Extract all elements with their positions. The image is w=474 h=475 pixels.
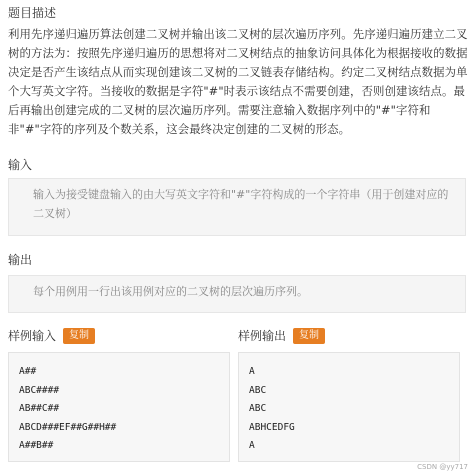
output-description: 每个用例用一行出该用例对应的二叉树的层次遍历序列。: [8, 275, 466, 313]
watermark: CSDN @yy717: [417, 463, 468, 471]
sample-output-line: ABHCEDFG: [249, 421, 295, 433]
output-title: 输出: [8, 253, 33, 267]
sample-input-line: A##: [19, 366, 37, 377]
copy-sample-output-button[interactable]: 复制: [293, 328, 325, 344]
input-title: 输入: [8, 158, 33, 172]
input-description: 输入为接受键盘输入的由大写英文字符和"#"字符构成的一个字符串（用于创建对应的二叉树）: [8, 178, 466, 236]
description-title: 题目描述: [8, 6, 57, 20]
sample-input-line: ABC####: [19, 384, 60, 396]
sample-output-header: [238, 327, 325, 344]
copy-sample-input-button[interactable]: 复制: [63, 328, 95, 344]
sample-output-line: A: [249, 366, 255, 377]
sample-input-header: [8, 327, 95, 344]
description-text: 利用先序递归遍历算法创建二叉树并输出该二叉树的层次遍历序列。先序递归遍历建立二叉树的方法为：按照先序递归遍历的思想将对二叉树结点的抽象访问具体化为根据接收的数据决定是否产生该结点从而实现创建该二叉树的二叉链表存储结构。约定二叉树结点数据为单个大写英文字符。当接收的数据是字符"#"时表示该结点不需要创建，否则创建该结点。最后再输出创建完成的二叉树的层次遍历序列。需要注意输入数据序列中的"#"字符和非"#"字符的序列及个数关系，这会最终决定创建的二叉树的形态。: [8, 27, 468, 136]
sample-output-line: A: [249, 440, 255, 451]
sample-input-line: ABCD###EF##G##H##: [19, 421, 117, 433]
sample-input-line: AB##C##: [19, 403, 60, 414]
sample-input-title: 样例输入: [8, 329, 57, 343]
sample-input-box[interactable]: [8, 352, 230, 462]
sample-output-line: ABC: [249, 384, 267, 396]
sample-input-line: A##B##: [19, 440, 54, 451]
sample-output-box[interactable]: [238, 352, 460, 462]
sample-output-title: 样例输出: [238, 329, 287, 343]
sample-output-line: ABC: [249, 403, 267, 414]
